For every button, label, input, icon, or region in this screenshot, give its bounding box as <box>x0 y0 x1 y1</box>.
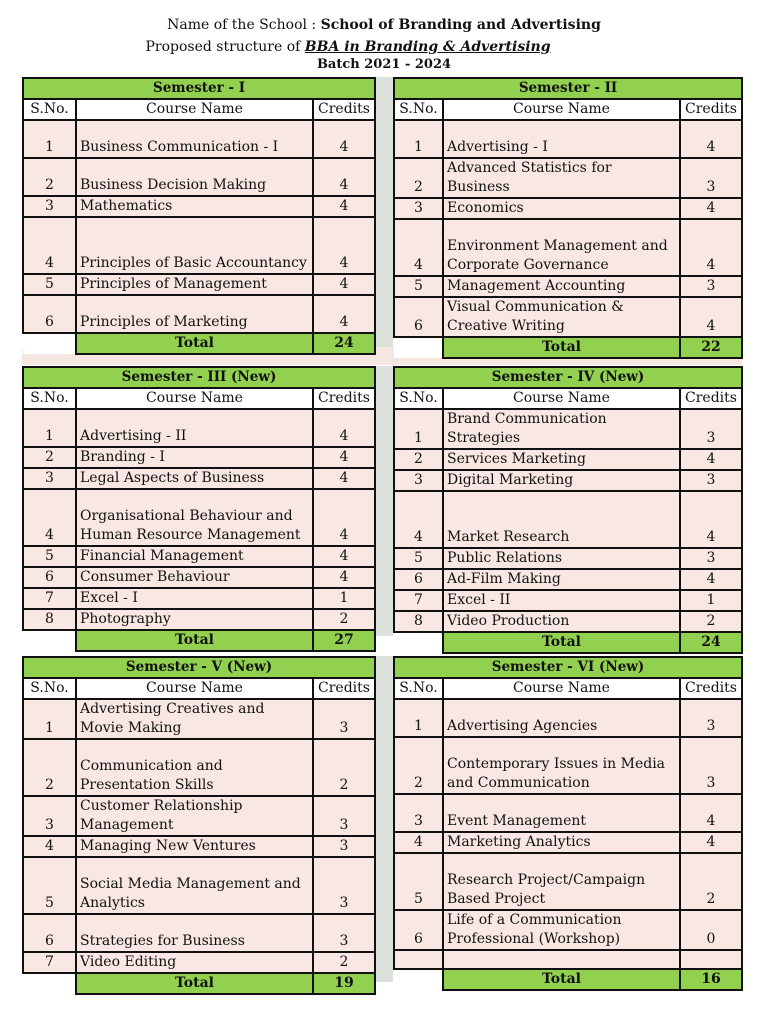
sno-cell: 7 <box>23 588 76 609</box>
total-label: Total <box>76 630 313 651</box>
sno-cell: 1 <box>23 120 76 158</box>
column-header-credits: Credits <box>680 388 742 409</box>
column-header-course: Course Name <box>443 388 680 409</box>
semester-table <box>393 656 743 991</box>
column-header-credits: Credits <box>313 388 375 409</box>
course-name-cell: Principles of Management <box>76 274 313 295</box>
credits-cell: 4 <box>313 120 375 158</box>
course-name-cell: Consumer Behaviour <box>76 567 313 588</box>
table-row <box>23 196 375 217</box>
total-spacer <box>394 337 443 358</box>
column-header-course: Course Name <box>443 99 680 120</box>
total-label: Total <box>443 969 680 990</box>
credits-cell: 3 <box>680 470 742 491</box>
credits-cell: 4 <box>680 120 742 158</box>
credits-cell: 3 <box>313 836 375 857</box>
table-row <box>394 409 742 449</box>
credits-cell: 0 <box>680 910 742 950</box>
column-header-sno: S.No. <box>23 678 76 699</box>
column-header-sno: S.No. <box>23 99 76 120</box>
sno-cell: 6 <box>394 297 443 337</box>
course-name-cell: Advertising Agencies <box>443 699 680 737</box>
course-name-cell: Photography <box>76 609 313 630</box>
total-label: Total <box>76 333 313 354</box>
total-spacer <box>23 973 76 994</box>
table-row <box>23 914 375 952</box>
course-name-cell: Communication and Presentation Skills <box>76 739 313 796</box>
table-row <box>23 409 375 447</box>
course-name-cell: Video Production <box>443 611 680 632</box>
credits-cell: 4 <box>680 832 742 853</box>
total-label: Total <box>443 337 680 358</box>
program-label: Proposed structure of <box>145 39 305 55</box>
school-name: School of Branding and Advertising <box>320 17 601 33</box>
column-header-sno: S.No. <box>394 388 443 409</box>
credits-cell: 3 <box>680 158 742 198</box>
sno-cell: 5 <box>394 276 443 297</box>
credits-cell: 4 <box>680 297 742 337</box>
column-header-course: Course Name <box>76 678 313 699</box>
total-spacer <box>394 632 443 653</box>
table-row <box>23 489 375 546</box>
course-name-cell: Principles of Marketing <box>76 295 313 333</box>
course-name-cell: Branding - I <box>76 447 313 468</box>
table-row <box>394 794 742 832</box>
course-name-cell: Strategies for Business <box>76 914 313 952</box>
credits-cell: 4 <box>313 274 375 295</box>
course-name-cell: Contemporary Issues in Media and Communication <box>443 737 680 794</box>
credits-cell: 2 <box>313 609 375 630</box>
course-name-cell: Financial Management <box>76 546 313 567</box>
sno-cell <box>394 950 443 969</box>
table-row <box>394 491 742 548</box>
course-name-cell: Advertising Creatives and Movie Making <box>76 699 313 739</box>
program-line <box>0 38 732 56</box>
sno-cell: 3 <box>23 796 76 836</box>
credits-cell: 3 <box>313 699 375 739</box>
course-name-cell: Business Communication - I <box>76 120 313 158</box>
course-name-cell: Advertising - II <box>76 409 313 447</box>
table-row <box>394 569 742 590</box>
credits-cell: 1 <box>313 588 375 609</box>
separator-column-2 <box>374 366 393 636</box>
course-name-cell: Digital Marketing <box>443 470 680 491</box>
column-header-credits: Credits <box>313 678 375 699</box>
course-name-cell: Ad-Film Making <box>443 569 680 590</box>
table-row <box>23 295 375 333</box>
credits-cell: 3 <box>680 737 742 794</box>
sno-cell: 3 <box>394 794 443 832</box>
table-row <box>394 853 742 910</box>
sno-cell: 5 <box>23 857 76 914</box>
table-row <box>23 120 375 158</box>
column-header-sno: S.No. <box>23 388 76 409</box>
sno-cell: 4 <box>394 832 443 853</box>
table-row <box>394 198 742 219</box>
table-row <box>23 857 375 914</box>
total-credits: 24 <box>313 333 375 354</box>
credits-cell: 4 <box>313 295 375 333</box>
sno-cell: 1 <box>394 120 443 158</box>
table-row <box>394 548 742 569</box>
credits-cell: 1 <box>680 590 742 611</box>
table-row <box>394 832 742 853</box>
course-name-cell: Event Management <box>443 794 680 832</box>
course-name-cell: Advanced Statistics for Business <box>443 158 680 198</box>
school-name-line <box>0 16 768 34</box>
sno-cell: 4 <box>394 491 443 548</box>
total-spacer <box>23 630 76 651</box>
course-name-cell: Excel - I <box>76 588 313 609</box>
table-row <box>23 836 375 857</box>
table-row <box>23 952 375 973</box>
course-name-cell: Brand Communication Strategies <box>443 409 680 449</box>
total-credits: 16 <box>680 969 742 990</box>
credits-cell: 4 <box>313 546 375 567</box>
credits-cell: 2 <box>680 611 742 632</box>
column-header-credits: Credits <box>313 99 375 120</box>
course-name-cell: Customer Relationship Management <box>76 796 313 836</box>
credits-cell <box>680 950 742 969</box>
school-label: Name of the School : <box>167 17 321 33</box>
sno-cell: 4 <box>394 219 443 276</box>
credits-cell: 4 <box>680 569 742 590</box>
course-name-cell: Life of a Communication Professional (Workshop) <box>443 910 680 950</box>
table-row <box>394 611 742 632</box>
table-row <box>394 737 742 794</box>
course-name-cell: Managing New Ventures <box>76 836 313 857</box>
table-row <box>23 546 375 567</box>
sno-cell: 3 <box>394 198 443 219</box>
table-row <box>23 796 375 836</box>
table-row <box>394 276 742 297</box>
course-name-cell: Public Relations <box>443 548 680 569</box>
credits-cell: 3 <box>313 796 375 836</box>
sno-cell: 3 <box>23 196 76 217</box>
course-name-cell: Excel - II <box>443 590 680 611</box>
credits-cell: 3 <box>680 548 742 569</box>
course-name-cell: Market Research <box>443 491 680 548</box>
sno-cell: 6 <box>23 914 76 952</box>
credits-cell: 3 <box>313 914 375 952</box>
semester-title: Semester - V (New) <box>23 657 375 678</box>
credits-cell: 4 <box>680 449 742 470</box>
course-name-cell: Social Media Management and Analytics <box>76 857 313 914</box>
sno-cell: 2 <box>394 449 443 470</box>
sno-cell: 8 <box>23 609 76 630</box>
sno-cell: 4 <box>23 489 76 546</box>
total-spacer <box>23 333 76 354</box>
sno-cell: 6 <box>23 295 76 333</box>
credits-cell: 3 <box>680 409 742 449</box>
credits-cell: 4 <box>680 794 742 832</box>
table-row <box>394 120 742 158</box>
column-header-course: Course Name <box>76 388 313 409</box>
total-credits: 22 <box>680 337 742 358</box>
table-row <box>394 910 742 950</box>
sno-cell: 2 <box>23 158 76 196</box>
semester-title: Semester - III (New) <box>23 367 375 388</box>
column-header-credits: Credits <box>680 99 742 120</box>
semester-table <box>22 366 376 652</box>
table-row <box>394 297 742 337</box>
table-row <box>394 950 742 969</box>
column-header-course: Course Name <box>76 99 313 120</box>
sno-cell: 3 <box>394 470 443 491</box>
table-row <box>23 699 375 739</box>
total-credits: 24 <box>680 632 742 653</box>
credits-cell: 2 <box>313 952 375 973</box>
table-row <box>394 699 742 737</box>
course-name-cell: Legal Aspects of Business <box>76 468 313 489</box>
credits-cell: 4 <box>313 217 375 274</box>
batch-line: Batch 2021 - 2024 <box>316 57 452 72</box>
semester-table <box>393 77 743 359</box>
table-row <box>23 468 375 489</box>
separator-column-1 <box>374 77 393 347</box>
sno-cell: 6 <box>394 910 443 950</box>
sno-cell: 5 <box>394 853 443 910</box>
sno-cell: 4 <box>23 836 76 857</box>
table-row <box>23 158 375 196</box>
sno-cell: 2 <box>23 739 76 796</box>
sno-cell: 8 <box>394 611 443 632</box>
column-header-credits: Credits <box>680 678 742 699</box>
table-row <box>23 739 375 796</box>
sno-cell: 5 <box>23 274 76 295</box>
sno-cell: 7 <box>394 590 443 611</box>
table-row <box>394 449 742 470</box>
course-name-cell: Visual Communication & Creative Writing <box>443 297 680 337</box>
table-row <box>394 470 742 491</box>
table-row <box>23 274 375 295</box>
table-row <box>23 567 375 588</box>
sno-cell: 5 <box>394 548 443 569</box>
sno-cell: 2 <box>394 737 443 794</box>
semester-title: Semester - VI (New) <box>394 657 742 678</box>
credits-cell: 3 <box>313 857 375 914</box>
total-spacer <box>394 969 443 990</box>
total-label: Total <box>76 973 313 994</box>
credits-cell: 2 <box>313 739 375 796</box>
course-name-cell <box>443 950 680 969</box>
course-name-cell: Organisational Behaviour and Human Resource Management <box>76 489 313 546</box>
course-name-cell: Management Accounting <box>443 276 680 297</box>
sno-cell: 4 <box>23 217 76 274</box>
course-name-cell: Economics <box>443 198 680 219</box>
credits-cell: 4 <box>680 198 742 219</box>
course-name-cell: Video Editing <box>76 952 313 973</box>
credits-cell: 4 <box>313 567 375 588</box>
program-name: BBA in Branding & Advertising <box>304 39 551 55</box>
credits-cell: 4 <box>313 489 375 546</box>
table-row <box>23 588 375 609</box>
column-header-sno: S.No. <box>394 678 443 699</box>
credits-cell: 4 <box>680 491 742 548</box>
semester-title: Semester - IV (New) <box>394 367 742 388</box>
sno-cell: 3 <box>23 468 76 489</box>
total-credits: 19 <box>313 973 375 994</box>
credits-cell: 2 <box>680 853 742 910</box>
column-header-sno: S.No. <box>394 99 443 120</box>
course-name-cell: Research Project/Campaign Based Project <box>443 853 680 910</box>
separator-column-3 <box>374 656 393 982</box>
semester-title: Semester - II <box>394 78 742 99</box>
course-name-cell: Environment Management and Corporate Governance <box>443 219 680 276</box>
table-row <box>394 158 742 198</box>
credits-cell: 4 <box>313 409 375 447</box>
course-name-cell: Services Marketing <box>443 449 680 470</box>
sno-cell: 7 <box>23 952 76 973</box>
sno-cell: 1 <box>23 699 76 739</box>
credits-cell: 4 <box>313 468 375 489</box>
table-row <box>23 447 375 468</box>
course-name-cell: Marketing Analytics <box>443 832 680 853</box>
semester-title: Semester - I <box>23 78 375 99</box>
course-name-cell: Advertising - I <box>443 120 680 158</box>
semester-table <box>22 77 376 355</box>
table-row <box>394 219 742 276</box>
total-label: Total <box>443 632 680 653</box>
sno-cell: 1 <box>23 409 76 447</box>
course-name-cell: Mathematics <box>76 196 313 217</box>
column-header-course: Course Name <box>443 678 680 699</box>
table-row <box>394 590 742 611</box>
credits-cell: 4 <box>313 447 375 468</box>
course-name-cell: Principles of Basic Accountancy <box>76 217 313 274</box>
credits-cell: 4 <box>680 219 742 276</box>
total-credits: 27 <box>313 630 375 651</box>
table-row <box>23 217 375 274</box>
semester-table <box>22 656 376 995</box>
course-name-cell: Business Decision Making <box>76 158 313 196</box>
sno-cell: 2 <box>23 447 76 468</box>
credits-cell: 3 <box>680 699 742 737</box>
credits-cell: 4 <box>313 196 375 217</box>
sno-cell: 2 <box>394 158 443 198</box>
sno-cell: 1 <box>394 409 443 449</box>
sno-cell: 5 <box>23 546 76 567</box>
semester-table <box>393 366 743 654</box>
credits-cell: 3 <box>680 276 742 297</box>
sno-cell: 6 <box>394 569 443 590</box>
credits-cell: 4 <box>313 158 375 196</box>
sno-cell: 1 <box>394 699 443 737</box>
sno-cell: 6 <box>23 567 76 588</box>
table-row <box>23 609 375 630</box>
